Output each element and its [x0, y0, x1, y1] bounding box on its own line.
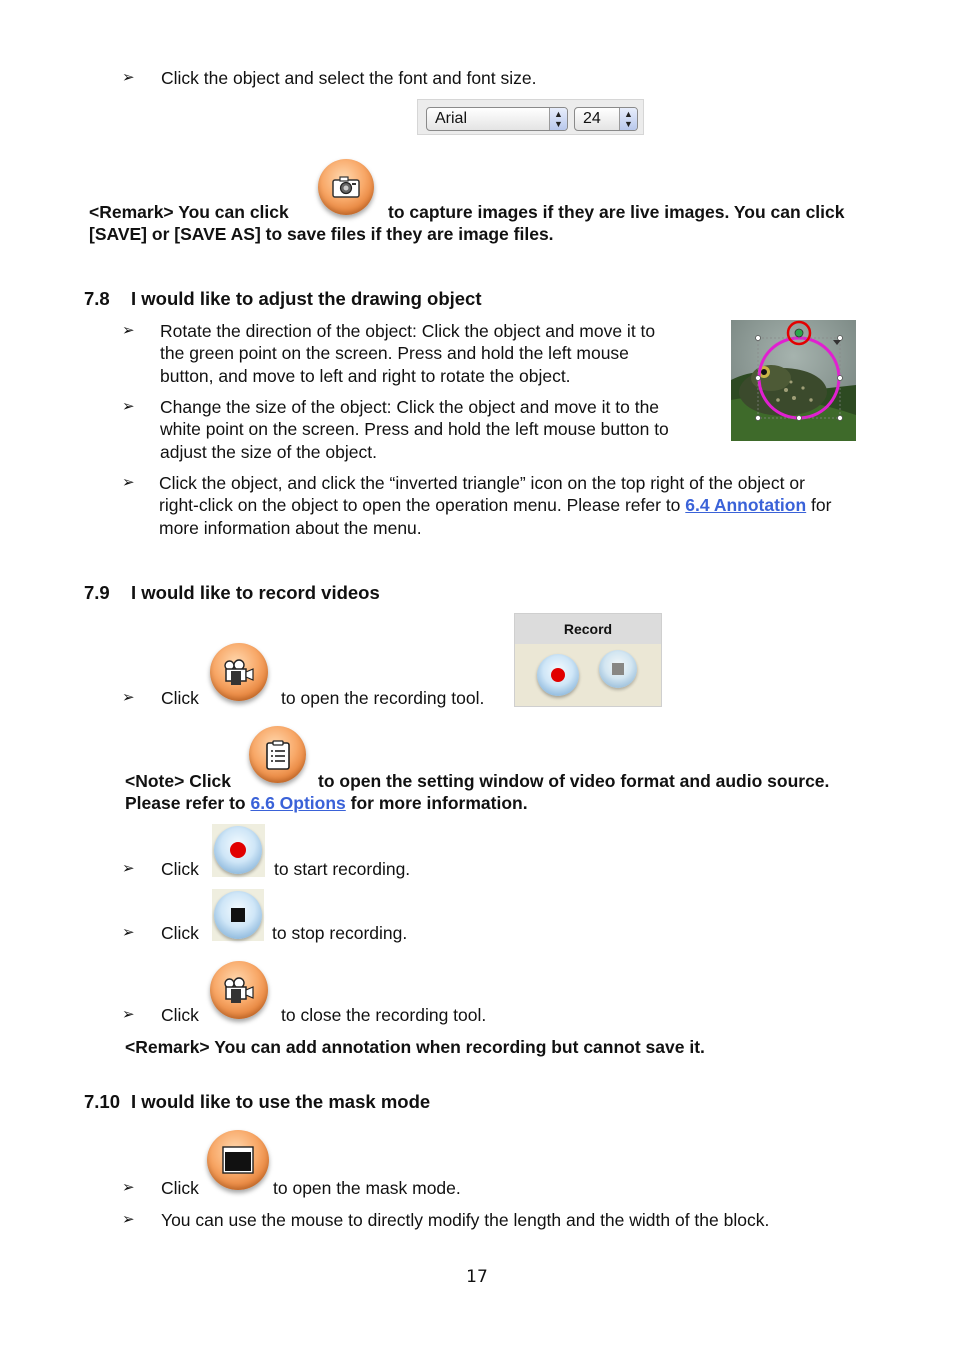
capture-camera-button[interactable] [318, 159, 374, 215]
note-end: to open the setting window of video format and audio source. [318, 771, 830, 791]
font-instruction-text: Click the object and select the font and font size. [161, 68, 537, 88]
bullet-marker: ➢ [122, 1006, 135, 1023]
click-label: Click [161, 859, 199, 879]
resize-text-line3: adjust the size of the object. [160, 442, 377, 462]
font-select[interactable] [426, 107, 568, 131]
font-size-select[interactable] [574, 107, 638, 131]
font-select-value: Arial [435, 110, 468, 127]
open-recording-tool-text: to open the recording tool. [281, 688, 485, 708]
menu-text-line2-start: right-click on the object to open the operation menu. Please refer to [159, 495, 686, 515]
section-7-8-title: I would like to adjust the drawing object [131, 288, 482, 309]
start-recording-text: to start recording. [274, 859, 411, 879]
options-6-6-link[interactable]: 6.6 Options [250, 793, 346, 813]
checklist-icon [265, 740, 291, 770]
video-camera-icon [223, 657, 255, 687]
bullet-marker: ➢ [122, 69, 135, 86]
remark-capture-line2: [SAVE] or [SAVE AS] to save files if they are image files. [89, 224, 554, 244]
bullet-marker: ➢ [122, 1179, 135, 1196]
bullet-marker: ➢ [122, 924, 135, 941]
stop-record-button[interactable] [214, 891, 262, 939]
note-line2 [125, 792, 528, 814]
note-line2-end: for more information. [345, 793, 528, 813]
frog-drawing-object-image [731, 320, 856, 441]
bullet-marker: ➢ [122, 860, 135, 877]
remark-capture-end: to capture images if they are live images. You can click [388, 202, 845, 222]
bullet-marker: ➢ [122, 322, 135, 339]
record-dot-icon [551, 668, 565, 682]
section-7-8-number: 7.8 [84, 288, 110, 309]
bullet-marker: ➢ [122, 1211, 135, 1228]
mask-window-icon [222, 1146, 254, 1174]
mask-mode-button[interactable] [207, 1130, 269, 1190]
rotate-text-line2: the green point on the screen. Press and hold the left mouse [160, 343, 629, 363]
stop-recording-text: to stop recording. [272, 923, 408, 943]
recording-remark: <Remark> You can add annotation when recording but cannot save it. [125, 1037, 705, 1057]
note-line2-start: Please refer to [125, 793, 251, 813]
record-dot-icon [230, 842, 246, 858]
select-arrows-icon: ▲ ▼ [549, 108, 567, 130]
section-7-9-number: 7.9 [84, 582, 110, 603]
click-label: Click [161, 688, 199, 708]
font-toolbar-screenshot [417, 99, 644, 135]
font-size-select-value: 24 [583, 110, 601, 127]
close-recording-tool-text: to close the recording tool. [281, 1005, 487, 1025]
close-record-tool-button[interactable] [210, 961, 268, 1019]
click-label: Click [161, 1005, 199, 1025]
mask-resize-text: You can use the mouse to directly modify the length and the width of the block. [161, 1210, 770, 1230]
panel-record-button[interactable] [537, 654, 579, 696]
video-camera-icon [223, 975, 255, 1005]
menu-text-line2 [159, 494, 831, 516]
record-tool-button[interactable] [210, 643, 268, 701]
click-label: Click [161, 1178, 199, 1198]
bullet-marker: ➢ [122, 689, 135, 706]
panel-stop-button[interactable] [599, 650, 637, 688]
section-7-9-title: I would like to record videos [131, 582, 380, 603]
camera-icon [331, 175, 361, 199]
select-arrows-icon: ▲ ▼ [619, 108, 637, 130]
section-7-10-number: 7.10 [84, 1091, 121, 1112]
page-number: 17 [466, 1267, 488, 1287]
record-panel-screenshot [514, 613, 662, 707]
stop-square-icon [612, 663, 624, 675]
menu-text-line3: more information about the menu. [159, 518, 422, 538]
rotate-text-line3: button, and move to left and right to rotate the object. [160, 366, 571, 386]
rotate-text-line1: Rotate the direction of the object: Click the object and move it to [160, 321, 656, 341]
resize-text-line1: Change the size of the object: Click the object and move it to the [160, 397, 660, 417]
stop-record-icon-frame [212, 889, 264, 941]
start-record-button[interactable] [214, 826, 262, 874]
settings-button[interactable] [249, 726, 306, 783]
bullet-marker: ➢ [122, 474, 135, 491]
menu-text-line2-end: for [806, 495, 832, 515]
annotation-6-4-link[interactable]: 6.4 Annotation [685, 495, 807, 515]
open-mask-mode-text: to open the mask mode. [273, 1178, 461, 1198]
menu-text-line1: Click the object, and click the “inverted triangle” icon on the top right of the object or [159, 473, 805, 493]
click-label: Click [161, 923, 199, 943]
bullet-marker: ➢ [122, 398, 135, 415]
stop-square-icon [231, 908, 245, 922]
section-7-10-title: I would like to use the mask mode [131, 1091, 431, 1112]
remark-capture-start: <Remark> You can click [89, 202, 289, 222]
resize-text-line2: white point on the screen. Press and hold the left mouse button to [160, 419, 669, 439]
start-record-icon-frame [212, 824, 265, 877]
note-start: <Note> Click [125, 771, 232, 791]
record-panel-title: Record [515, 614, 661, 644]
